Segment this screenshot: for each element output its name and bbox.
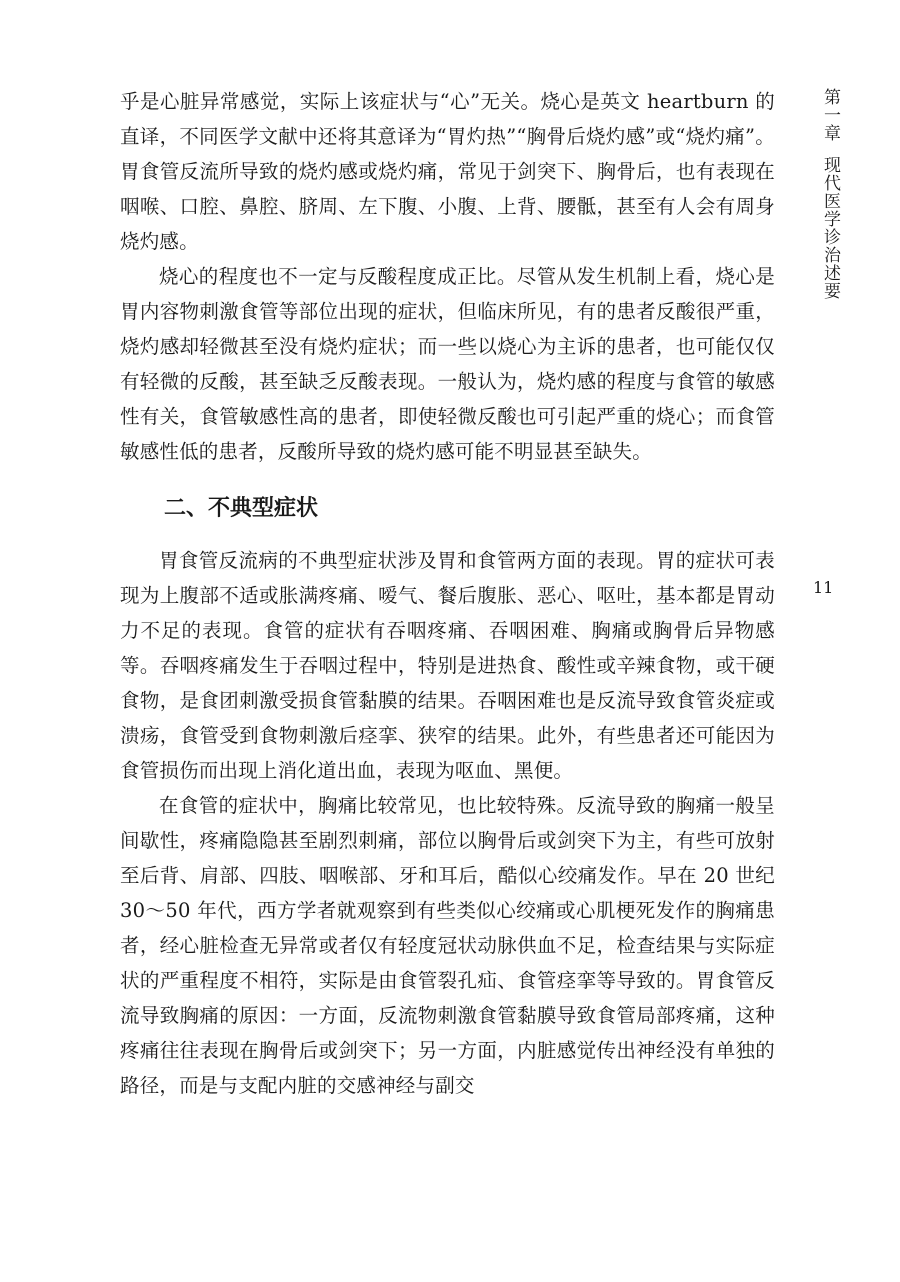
chapter-title: 现代医学诊治述要 bbox=[820, 156, 840, 300]
chapter-label: 第一章 bbox=[820, 88, 840, 142]
paragraph-continued: 乎是心脏异常感觉，实际上该症状与“心”无关。烧心是英文 heartburn 的直译，不同医学文献中还将其意译为“胃灼热”“胸骨后烧灼感”或“烧灼痛”。胃食管反流所导致的烧灼感或烧灼痛，常见于剑突下、胸骨后，也有表现在咽喉、口腔、鼻腔、脐周、左下腹、小腹、上背、腰骶，甚至有人会有周身烧灼感。 bbox=[120, 90, 775, 253]
paragraph-chest-pain: 在食管的症状中，胸痛比较常见，也比较特殊。反流导致的胸痛一般呈间歇性，疼痛隐隐甚至剧烈刺痛，部位以胸骨后或剑突下为主，有些可放射至后背、肩部、四肢、咽喉部、牙和耳后，酷似心绞痛发作。早在 20 世纪 30～50 年代，西方学者就观察到有些类似心绞痛或心肌梗死发作的胸痛患者，经心脏检查无异常或者仅有轻度冠状动脉供血不足，检查结果与实际症状的严重程度不相符，实际是由食管裂孔疝、食管痉挛等导致的。胃食管反流导致胸痛的原因：一方面，反流物刺激食管黏膜导致食管局部疼痛，这种疼痛往往表现在胸骨后或剑突下；另一方面，内脏感觉传出神经没有单独的路径，而是与支配内脏的交感神经与副交 bbox=[120, 794, 775, 1097]
section-heading: 二、不典型症状 bbox=[164, 496, 319, 521]
page-number: 11 bbox=[813, 578, 834, 597]
chapter-sidebar bbox=[814, 88, 840, 300]
page-body bbox=[120, 84, 775, 1103]
paragraph-atypical-symptoms: 胃食管反流病的不典型症状涉及胃和食管两方面的表现。胃的症状可表现为上腹部不适或胀满疼痛、嗳气、餐后腹胀、恶心、呕吐，基本都是胃动力不足的表现。食管的症状有吞咽疼痛、吞咽困难、胸痛或胸骨后异物感等。吞咽疼痛发生于吞咽过程中，特别是进热食、酸性或辛辣食物，或干硬食物，是食团刺激受损食管黏膜的结果。吞咽困难也是反流导致食管炎症或溃疡，食管受到食物刺激后痉挛、狭窄的结果。此外，有些患者还可能因为食管损伤而出现上消化道出血，表现为呕血、黑便。 bbox=[120, 549, 775, 782]
paragraph-heartburn-severity: 烧心的程度也不一定与反酸程度成正比。尽管从发生机制上看，烧心是胃内容物刺激食管等部位出现的症状，但临床所见，有的患者反酸很严重，烧灼感却轻微甚至没有烧灼症状；而一些以烧心为主诉的患者，也可能仅仅有轻微的反酸，甚至缺乏反酸表现。一般认为，烧灼感的程度与食管的敏感性有关，食管敏感性高的患者，即使轻微反酸也可引起严重的烧心；而食管敏感性低的患者，反酸所导致的烧灼感可能不明显甚至缺失。 bbox=[120, 265, 775, 463]
